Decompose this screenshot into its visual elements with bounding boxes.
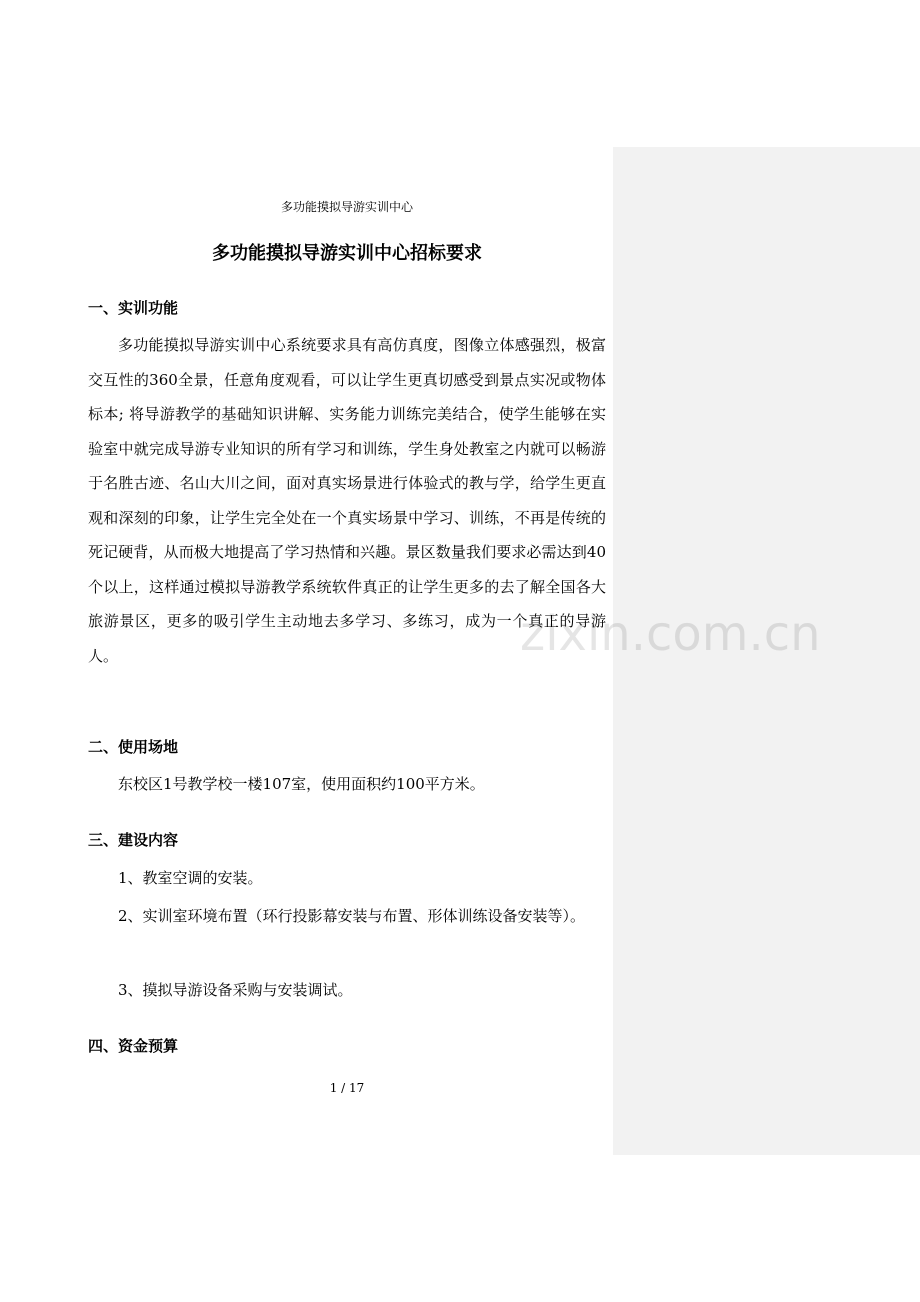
document-title: 多功能摸拟导游实训中心招标要求 xyxy=(212,243,482,264)
comment-pane xyxy=(613,147,920,1155)
venue-paragraph: 东校区1号教学校一楼107室，使用面积约100平方米。 xyxy=(118,775,485,793)
section-heading-budget: 四、资金预算 xyxy=(88,1037,179,1055)
section-heading-training-function: 一、实训功能 xyxy=(88,299,179,317)
construction-item-1: 1、教室空调的安装。 xyxy=(118,869,263,887)
section-heading-venue: 二、使用场地 xyxy=(88,738,179,756)
training-function-paragraph: 多功能摸拟导游实训中心系统要求具有高仿真度，图像立体感强烈，极富交互性的360全景，任意角度观看，可以让学生更真切感受到景点实况或物体标本; 将导游教学的基础知识讲解、实务能力训练完美结合，使学生能够在实验室中就完成导游专业知识的所有学习和训练，学生身处教室之内就可以畅游于名胜古迹、名山大川之间，面对真实场景进行体验式的教与学，给学生更直观和深刻的印象，让学生完全处在一个真实场景中学习、训练，不再是传统的死记硬背，从而极大地提高了学习热情和兴趣。景区数量我们要求必需达到40个以上，这样通过模拟导游教学系统软件真正的让学生更多的去了解全国各大旅游景区，更多的吸引学生主动地去多学习、多练习，成为一个真正的导游人。 xyxy=(88,336,606,665)
construction-item-3: 3、摸拟导游设备采购与安装调试。 xyxy=(118,981,353,999)
running-header: 多功能摸拟导游实训中心 xyxy=(280,200,413,214)
construction-item-2: 2、实训室环境布置（环行投影幕安装与布置、形体训练设备安装等）。 xyxy=(118,907,586,925)
page-number: 1 / 17 xyxy=(329,1081,365,1095)
section-heading-construction: 三、建设内容 xyxy=(88,831,179,849)
